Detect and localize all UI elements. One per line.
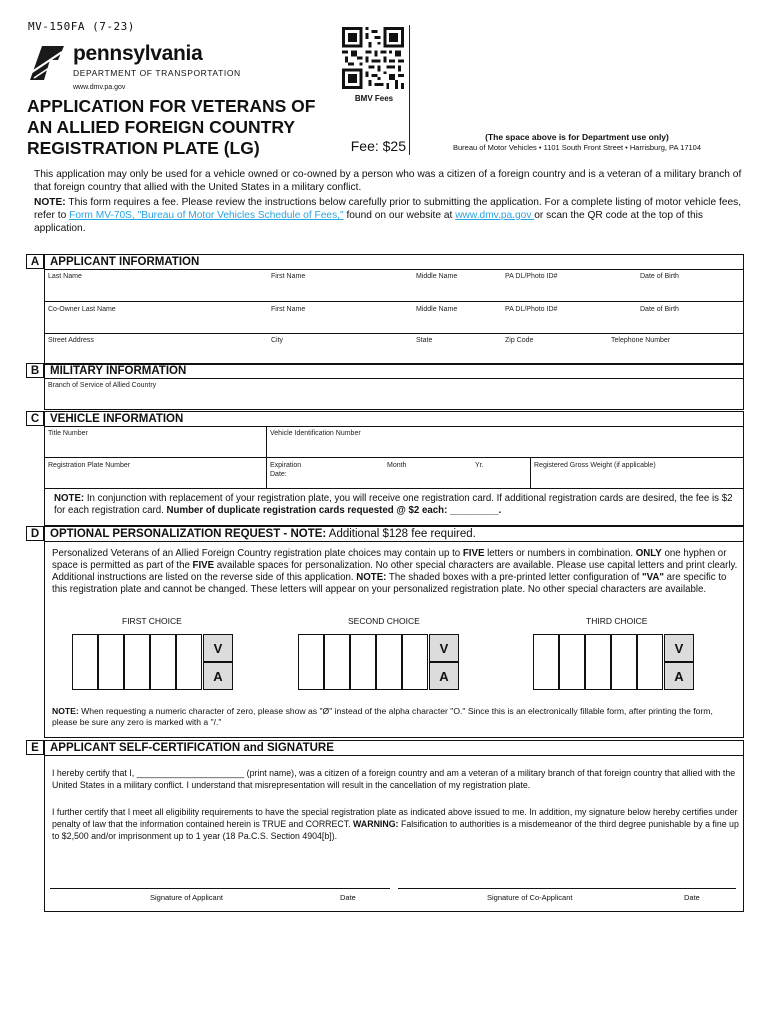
qr-code-icon[interactable] bbox=[342, 27, 404, 89]
applicant-date-label: Date bbox=[340, 893, 356, 902]
second-choice-label: SECOND CHOICE bbox=[348, 616, 420, 626]
gross-weight-field[interactable]: Registered Gross Weight (if applicable) bbox=[534, 462, 656, 469]
duplicate-cards-request[interactable]: Number of duplicate registration cards requested @ $2 each: _________. bbox=[166, 505, 502, 516]
fee-schedule-link[interactable]: Form MV-70S, "Bureau of Motor Vehicles Schedule of Fees," bbox=[69, 210, 344, 221]
first-choice-char-2[interactable] bbox=[98, 634, 124, 690]
third-choice-a-box: A bbox=[664, 662, 694, 690]
title-number-field[interactable]: Title Number bbox=[48, 430, 88, 437]
department-use-note: (The space above is for Department use only) bbox=[485, 132, 669, 142]
second-choice-char-4[interactable] bbox=[376, 634, 402, 690]
coapplicant-date-label: Date bbox=[684, 893, 700, 902]
first-choice-v-box: V bbox=[203, 634, 233, 662]
coowner-dob-field[interactable]: Date of Birth bbox=[640, 306, 679, 313]
section-c-title: VEHICLE INFORMATION bbox=[50, 413, 184, 425]
second-choice-a-box: A bbox=[429, 662, 459, 690]
logo-name: pennsylvania bbox=[73, 42, 203, 65]
expiration-label: Expiration bbox=[270, 462, 302, 469]
fee-amount: Fee: $25 bbox=[350, 138, 406, 154]
personalization-instructions: Personalized Veterans of an Allied Foreign Country registration plate choices may contain up to FIVE letters or numbers in combination. ONLY one hyphen or space is permitted as part of the FIVE available spaces for personalization. No other special characters are available. Please use capital letters and print clearly. Additional instructions are listed on the reverse side of this application. NOTE: The shaded boxes with a pre-printed letter configuration of "VA" are specific to this registration plate and cannot be changed. These letters will appear on your personalized registration plate. No other special characters are available. bbox=[52, 548, 738, 595]
section-d-letter: D bbox=[26, 526, 44, 541]
second-choice-char-5[interactable] bbox=[402, 634, 428, 690]
intro-text bbox=[34, 168, 746, 237]
expiration-month-field[interactable]: Month bbox=[387, 462, 407, 469]
second-choice-char-1[interactable] bbox=[298, 634, 324, 690]
third-choice-plate bbox=[533, 634, 695, 690]
middle-name-field[interactable]: Middle Name bbox=[416, 273, 458, 280]
section-c-letter: C bbox=[26, 411, 44, 426]
first-choice-label: FIRST CHOICE bbox=[122, 616, 182, 626]
section-e-letter: E bbox=[26, 740, 44, 755]
registration-card-note: NOTE: In conjunction with replacement of your registration plate, you will receive one registration card. If additional registration cards are desired, the fee is $2 for each registration card. Number of duplicate registration cards requested @ $2 each: _________. bbox=[54, 493, 733, 516]
second-choice-char-3[interactable] bbox=[350, 634, 376, 690]
section-a-title: APPLICANT INFORMATION bbox=[50, 256, 200, 268]
zero-character-note: NOTE: When requesting a numeric character of zero, please show as "Ø" instead of the alpha character "O." Since this is an electronically fillable form, after printing the form, please be sure any zero is marked with a "/." bbox=[52, 706, 713, 727]
third-choice-v-box: V bbox=[664, 634, 694, 662]
applicant-fields bbox=[44, 269, 744, 365]
third-choice-char-3[interactable] bbox=[585, 634, 611, 690]
branch-of-service-field[interactable]: Branch of Service of Allied Country bbox=[48, 382, 157, 389]
third-choice-char-5[interactable] bbox=[637, 634, 663, 690]
bmv-fees-label: BMV Fees bbox=[354, 94, 394, 103]
applicant-signature-line[interactable] bbox=[50, 888, 390, 889]
first-choice-char-5[interactable] bbox=[176, 634, 202, 690]
coowner-last-name-field[interactable]: Co-Owner Last Name bbox=[48, 306, 116, 313]
certification-paragraph-2: I further certify that I meet all eligibility requirements to have the special registration plate as indicated above issued to me. In addition, my signature below hereby certifies under penalty of law that the information contained herein is TRUE and CORRECT. WARNING: Falsification to authorities is a misdemeanor of the third degree punishable by a fine up to $2,500 and/or imprisonment up to 1 year (18 Pa.C.S. Section 4904[b]). bbox=[52, 807, 739, 841]
dob-field[interactable]: Date of Birth bbox=[640, 273, 679, 280]
telephone-field[interactable]: Telephone Number bbox=[611, 337, 671, 344]
header-divider bbox=[409, 25, 410, 155]
section-b-letter: B bbox=[26, 363, 44, 378]
third-choice-char-1[interactable] bbox=[533, 634, 559, 690]
section-d-title: OPTIONAL PERSONALIZATION REQUEST - NOTE: Additional $128 fee required. bbox=[50, 528, 476, 540]
first-name-field[interactable]: First Name bbox=[271, 273, 306, 280]
expiration-date-label: Date: bbox=[270, 471, 287, 478]
second-choice-plate bbox=[298, 634, 460, 690]
state-field[interactable]: State bbox=[416, 337, 433, 344]
last-name-field[interactable]: Last Name bbox=[48, 273, 82, 280]
intro-paragraph: This application may only be used for a vehicle owned or co-owned by a person who was a citizen of a foreign country and is a veteran of a military branch of that foreign country that allied with the United States in a military conflict. bbox=[34, 169, 742, 193]
coowner-dl-id-field[interactable]: PA DL/Photo ID# bbox=[505, 306, 558, 313]
street-address-field[interactable]: Street Address bbox=[48, 337, 94, 344]
coowner-first-name-field[interactable]: First Name bbox=[271, 306, 306, 313]
section-b-title: MILITARY INFORMATION bbox=[50, 365, 187, 377]
bureau-address: Bureau of Motor Vehicles • 1101 South Front Street • Harrisburg, PA 17104 bbox=[452, 143, 702, 152]
page-title: APPLICATION FOR VETERANS OF AN ALLIED FOREIGN COUNTRY REGISTRATION PLATE (LG) bbox=[27, 96, 316, 158]
section-e-title: APPLICANT SELF-CERTIFICATION and SIGNATURE bbox=[50, 742, 334, 754]
certification-paragraph-1: I hereby certify that I, ______________________ (print name), was a citizen of a foreign country and am a veteran of a military branch of that foreign country that allied with the United States in a military conflict. I understand that misrepresentation will result in the cancellation of my registration plate. bbox=[52, 768, 736, 790]
applicant-signature-label: Signature of Applicant bbox=[150, 893, 223, 902]
vin-field[interactable]: Vehicle Identification Number bbox=[270, 430, 361, 437]
zip-code-field[interactable]: Zip Code bbox=[505, 337, 534, 344]
second-choice-v-box: V bbox=[429, 634, 459, 662]
website-link[interactable]: www.dmv.pa.gov bbox=[455, 210, 535, 221]
dl-id-field[interactable]: PA DL/Photo ID# bbox=[505, 273, 558, 280]
logo-url: www.dmv.pa.gov bbox=[73, 84, 126, 91]
first-choice-plate bbox=[72, 634, 234, 690]
second-choice-char-2[interactable] bbox=[324, 634, 350, 690]
section-a-letter: A bbox=[26, 254, 44, 269]
coowner-middle-name-field[interactable]: Middle Name bbox=[416, 306, 458, 313]
third-choice-label: THIRD CHOICE bbox=[586, 616, 648, 626]
first-choice-char-1[interactable] bbox=[72, 634, 98, 690]
plate-number-field[interactable]: Registration Plate Number bbox=[48, 462, 131, 469]
first-choice-char-3[interactable] bbox=[124, 634, 150, 690]
expiration-year-field[interactable]: Yr. bbox=[475, 462, 484, 469]
third-choice-char-2[interactable] bbox=[559, 634, 585, 690]
coapplicant-signature-line[interactable] bbox=[398, 888, 736, 889]
third-choice-char-4[interactable] bbox=[611, 634, 637, 690]
form-number: MV-150FA (7-23) bbox=[28, 20, 135, 33]
first-choice-char-4[interactable] bbox=[150, 634, 176, 690]
city-field[interactable]: City bbox=[271, 337, 284, 344]
keystone-logo-icon bbox=[28, 42, 68, 82]
logo-department: DEPARTMENT OF TRANSPORTATION bbox=[73, 68, 241, 78]
coapplicant-signature-label: Signature of Co-Applicant bbox=[487, 893, 573, 902]
first-choice-a-box: A bbox=[203, 662, 233, 690]
intro-note: NOTE: This form requires a fee. Please review the instructions below carefully prior to submitting the application. For a complete listing of motor vehicle fees, refer to Form MV-70S, "Bureau of Motor Vehicles Schedule of Fees," found on our website at www.dmv.pa.gov or scan the QR code at the top of this application. bbox=[34, 197, 742, 234]
